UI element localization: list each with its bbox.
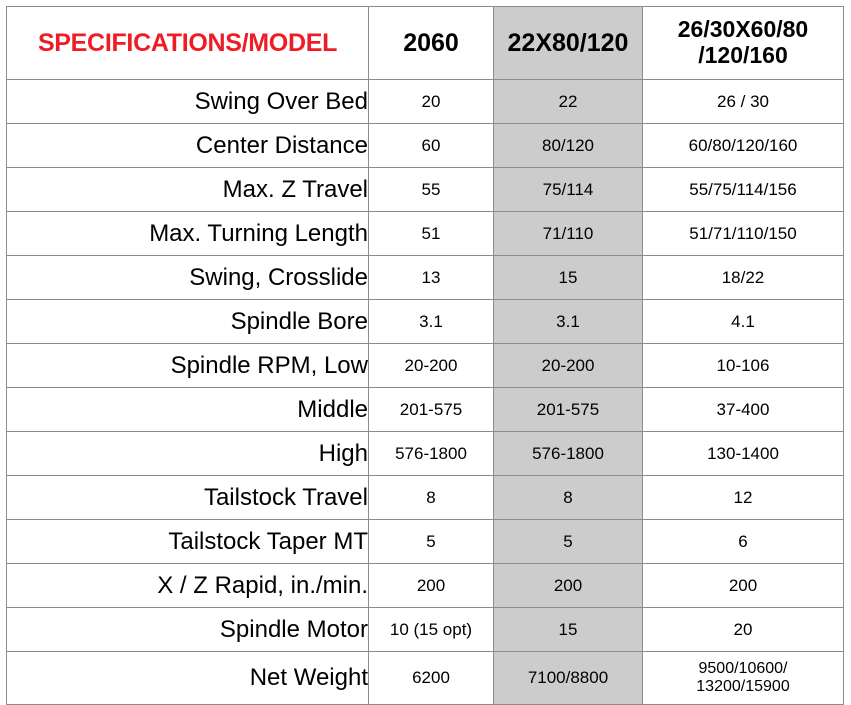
cell-spindle-bore-22x80-120: 3.1 (494, 300, 643, 344)
table-row (7, 520, 844, 564)
table-row (7, 80, 844, 124)
cell-max-z-travel-22x80-120: 75/114 (494, 168, 643, 212)
cell-center-distance-22x80-120: 80/120 (494, 124, 643, 168)
row-label-max-z-travel: Max. Z Travel (7, 168, 369, 212)
cell-center-distance-2060: 60 (369, 124, 494, 168)
table-row (7, 212, 844, 256)
row-label-max-turning-length: Max. Turning Length (7, 212, 369, 256)
cell-spindle-bore-26-30: 4.1 (643, 300, 844, 344)
cell-net-weight-26-30-line-2: 13200/15900 (696, 678, 790, 695)
row-label-spindle-motor: Spindle Motor (7, 608, 369, 652)
row-label-swing-over-bed: Swing Over Bed (7, 80, 369, 124)
cell-spindle-motor-22x80-120: 15 (494, 608, 643, 652)
table-row (7, 432, 844, 476)
cell-net-weight-26-30-line-1: 9500/10600/ (698, 659, 788, 677)
cell-high-26-30: 130-1400 (643, 432, 844, 476)
cell-spindle-rpm-low-22x80-120: 20-200 (494, 344, 643, 388)
cell-max-turning-length-26-30: 51/71/110/150 (643, 212, 844, 256)
cell-tailstock-taper-mt-22x80-120: 5 (494, 520, 643, 564)
row-label-center-distance: Center Distance (7, 124, 369, 168)
table-title: SPECIFICATIONS/MODEL (7, 7, 369, 80)
cell-net-weight-2060: 6200 (369, 652, 494, 705)
cell-x-z-rapid-2060: 200 (369, 564, 494, 608)
cell-tailstock-taper-mt-26-30: 6 (643, 520, 844, 564)
cell-max-z-travel-2060: 55 (369, 168, 494, 212)
cell-swing-crosslide-2060: 13 (369, 256, 494, 300)
cell-middle-26-30: 37-400 (643, 388, 844, 432)
cell-swing-over-bed-26-30: 26 / 30 (643, 80, 844, 124)
cell-max-turning-length-2060: 51 (369, 212, 494, 256)
table-row (7, 564, 844, 608)
row-label-net-weight: Net Weight (7, 652, 369, 705)
table-row (7, 256, 844, 300)
table-row (7, 300, 844, 344)
cell-spindle-rpm-low-26-30: 10-106 (643, 344, 844, 388)
table-row (7, 168, 844, 212)
cell-max-turning-length-22x80-120: 71/110 (494, 212, 643, 256)
row-label-middle: Middle (7, 388, 369, 432)
cell-middle-2060: 201-575 (369, 388, 494, 432)
cell-net-weight-22x80-120: 7100/8800 (494, 652, 643, 705)
cell-center-distance-26-30: 60/80/120/160 (643, 124, 844, 168)
cell-tailstock-travel-26-30: 12 (643, 476, 844, 520)
cell-swing-over-bed-22x80-120: 22 (494, 80, 643, 124)
cell-swing-crosslide-22x80-120: 15 (494, 256, 643, 300)
table-row (7, 388, 844, 432)
row-label-spindle-rpm-low: Spindle RPM, Low (7, 344, 369, 388)
cell-spindle-rpm-low-2060: 20-200 (369, 344, 494, 388)
table-row (7, 476, 844, 520)
column-header-26-30x60-80-120-160 (643, 7, 844, 80)
column-header-line-1: 26/30X60/80 (677, 16, 809, 43)
cell-high-2060: 576-1800 (369, 432, 494, 476)
row-label-spindle-bore: Spindle Bore (7, 300, 369, 344)
row-label-swing-crosslide: Swing, Crosslide (7, 256, 369, 300)
row-label-high: High (7, 432, 369, 476)
row-label-x-z-rapid: X / Z Rapid, in./min. (7, 564, 369, 608)
specifications-table (6, 6, 844, 705)
cell-swing-crosslide-26-30: 18/22 (643, 256, 844, 300)
cell-tailstock-travel-2060: 8 (369, 476, 494, 520)
table-row (7, 344, 844, 388)
table-row (7, 124, 844, 168)
table-row (7, 608, 844, 652)
row-label-tailstock-taper-mt: Tailstock Taper MT (7, 520, 369, 564)
cell-high-22x80-120: 576-1800 (494, 432, 643, 476)
cell-tailstock-travel-22x80-120: 8 (494, 476, 643, 520)
cell-max-z-travel-26-30: 55/75/114/156 (643, 168, 844, 212)
cell-x-z-rapid-22x80-120: 200 (494, 564, 643, 608)
column-header-line-2: /120/160 (698, 42, 788, 68)
cell-middle-22x80-120: 201-575 (494, 388, 643, 432)
cell-spindle-motor-26-30: 20 (643, 608, 844, 652)
cell-tailstock-taper-mt-2060: 5 (369, 520, 494, 564)
cell-spindle-motor-2060: 10 (15 opt) (369, 608, 494, 652)
cell-spindle-bore-2060: 3.1 (369, 300, 494, 344)
cell-x-z-rapid-26-30: 200 (643, 564, 844, 608)
row-label-tailstock-travel: Tailstock Travel (7, 476, 369, 520)
column-header-2060: 2060 (369, 7, 494, 80)
column-header-22x80-120: 22X80/120 (494, 7, 643, 80)
cell-swing-over-bed-2060: 20 (369, 80, 494, 124)
table-header-row (7, 7, 844, 80)
